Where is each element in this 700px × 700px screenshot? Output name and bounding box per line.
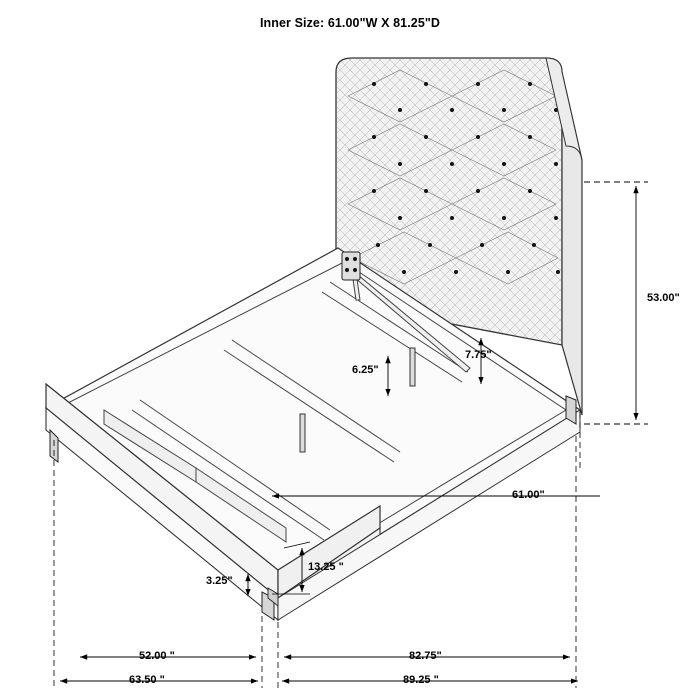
- dim-label-overall-left: 63.50 ": [129, 674, 165, 686]
- dim-height-overall: [584, 182, 648, 424]
- dim-label-inner-width: 61.00": [512, 489, 545, 501]
- dim-label-depth-right: 82.75": [409, 650, 442, 662]
- dim-label-leg-height: 3.25": [206, 575, 233, 587]
- dim-label-overall-right: 89.25 ": [403, 674, 439, 686]
- dim-label-depth-left: 52.00 ": [139, 650, 175, 662]
- dim-label-footboard-height: 13.25 ": [308, 561, 344, 573]
- page-title: Inner Size: 61.00"W X 81.25"D: [259, 16, 441, 30]
- dim-label-rail-height: 7.75": [465, 349, 492, 361]
- dim-label-slat-height: 6.25": [352, 364, 379, 376]
- dim-label-height-overall: 53.00": [647, 292, 680, 304]
